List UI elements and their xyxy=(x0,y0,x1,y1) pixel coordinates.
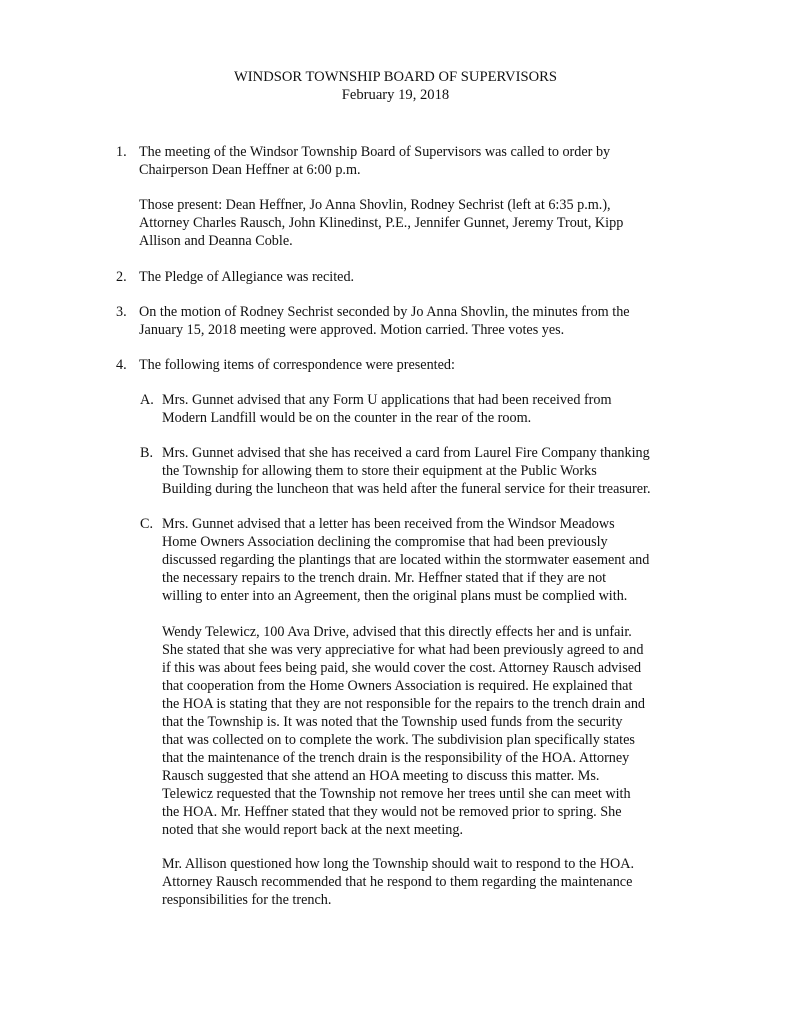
subitem-b-letter: B. xyxy=(140,445,154,461)
item-3-text xyxy=(139,303,699,339)
text-line: Those present: Dean Heffner, Jo Anna Shovlin, Rodney Sechrist (left at 6:35 p.m.), xyxy=(139,197,611,213)
text-line: Mrs. Gunnet advised that any Form U applications that had been received from xyxy=(162,392,612,408)
text-line: discussed regarding the plantings that are located within the stormwater easement and xyxy=(162,552,650,568)
document-title: WINDSOR TOWNSHIP BOARD OF SUPERVISORS xyxy=(234,69,557,85)
text-line: January 15, 2018 meeting were approved. Motion carried. Three votes yes. xyxy=(139,322,565,338)
text-line: The following items of correspondence were presented: xyxy=(139,357,455,373)
text-line: The meeting of the Windsor Township Board of Supervisors was called to order by xyxy=(139,144,611,160)
text-line: responsibilities for the trench. xyxy=(162,892,332,908)
text-line: The Pledge of Allegiance was recited. xyxy=(139,269,355,285)
subitem-c-paragraph-3 xyxy=(162,855,702,909)
item-1-number: 1. xyxy=(116,144,127,160)
text-line: Mr. Allison questioned how long the Township should wait to respond to the HOA. xyxy=(162,856,635,872)
text-line: if this was about fees being paid, she would cover the cost. Attorney Rausch advised xyxy=(162,660,642,676)
text-line: that the maintenance of the trench drain is the responsibility of the HOA. Attorney xyxy=(162,750,630,766)
text-line: Home Owners Association declining the compromise that had been previously xyxy=(162,534,608,550)
text-line: the HOA. Mr. Heffner stated that they would not be removed prior to spring. She xyxy=(162,804,622,820)
subitem-c-text xyxy=(162,515,702,605)
subitem-b-text xyxy=(162,444,702,498)
meeting-date: February 19, 2018 xyxy=(341,87,450,103)
subitem-c-letter: C. xyxy=(140,516,154,532)
text-line: On the motion of Rodney Sechrist seconded by Jo Anna Shovlin, the minutes from the xyxy=(139,304,630,320)
subitem-c-paragraph-2 xyxy=(162,623,702,839)
subitem-a-text xyxy=(162,391,702,427)
item-1-text xyxy=(139,143,699,179)
text-line: Mrs. Gunnet advised that a letter has been received from the Windsor Meadows xyxy=(162,516,615,532)
text-line: the Township for allowing them to store their equipment at the Public Works xyxy=(162,463,597,479)
text-line: She stated that she was very appreciative for what had been previously agreed to and xyxy=(162,642,644,658)
text-line: Modern Landfill would be on the counter in the rear of the room. xyxy=(162,410,532,426)
document-header xyxy=(0,68,791,104)
subitem-a-letter: A. xyxy=(140,392,154,408)
text-line: that the Township is. It was noted that the Township used funds from the security xyxy=(162,714,623,730)
item-4-number: 4. xyxy=(116,357,127,373)
text-line: Chairperson Dean Heffner at 6:00 p.m. xyxy=(139,162,361,178)
text-line: Mrs. Gunnet advised that she has received a card from Laurel Fire Company thanking xyxy=(162,445,650,461)
item-4-text xyxy=(139,356,699,374)
text-line: noted that she would report back at the next meeting. xyxy=(162,822,463,838)
text-line: Wendy Telewicz, 100 Ava Drive, advised that this directly effects her and is unfair. xyxy=(162,624,632,640)
item-1-present xyxy=(139,196,699,250)
text-line: Attorney Rausch recommended that he respond to them regarding the maintenance xyxy=(162,874,633,890)
item-3-number: 3. xyxy=(116,304,127,320)
text-line: Building during the luncheon that was held after the funeral service for their treasurer. xyxy=(162,481,651,497)
item-2-text xyxy=(139,268,699,286)
text-line: the necessary repairs to the trench drain. Mr. Heffner stated that if they are not xyxy=(162,570,607,586)
text-line: that was collected on to complete the work. The subdivision plan specifically states xyxy=(162,732,635,748)
item-2-number: 2. xyxy=(116,269,127,285)
text-line: Telewicz requested that the Township not remove her trees until she can meet with xyxy=(162,786,631,802)
text-line: Attorney Charles Rausch, John Klinedinst, P.E., Jennifer Gunnet, Jeremy Trout, Kipp xyxy=(139,215,624,231)
text-line: the HOA is stating that they are not responsible for the repairs to the trench drain and xyxy=(162,696,646,712)
text-line: Allison and Deanna Coble. xyxy=(139,233,293,249)
text-line: willing to enter into an Agreement, then the original plans must be complied with. xyxy=(162,588,628,604)
text-line: that cooperation from the Home Owners Association is required. He explained that xyxy=(162,678,633,694)
text-line: Rausch suggested that she attend an HOA meeting to discuss this matter. Ms. xyxy=(162,768,600,784)
